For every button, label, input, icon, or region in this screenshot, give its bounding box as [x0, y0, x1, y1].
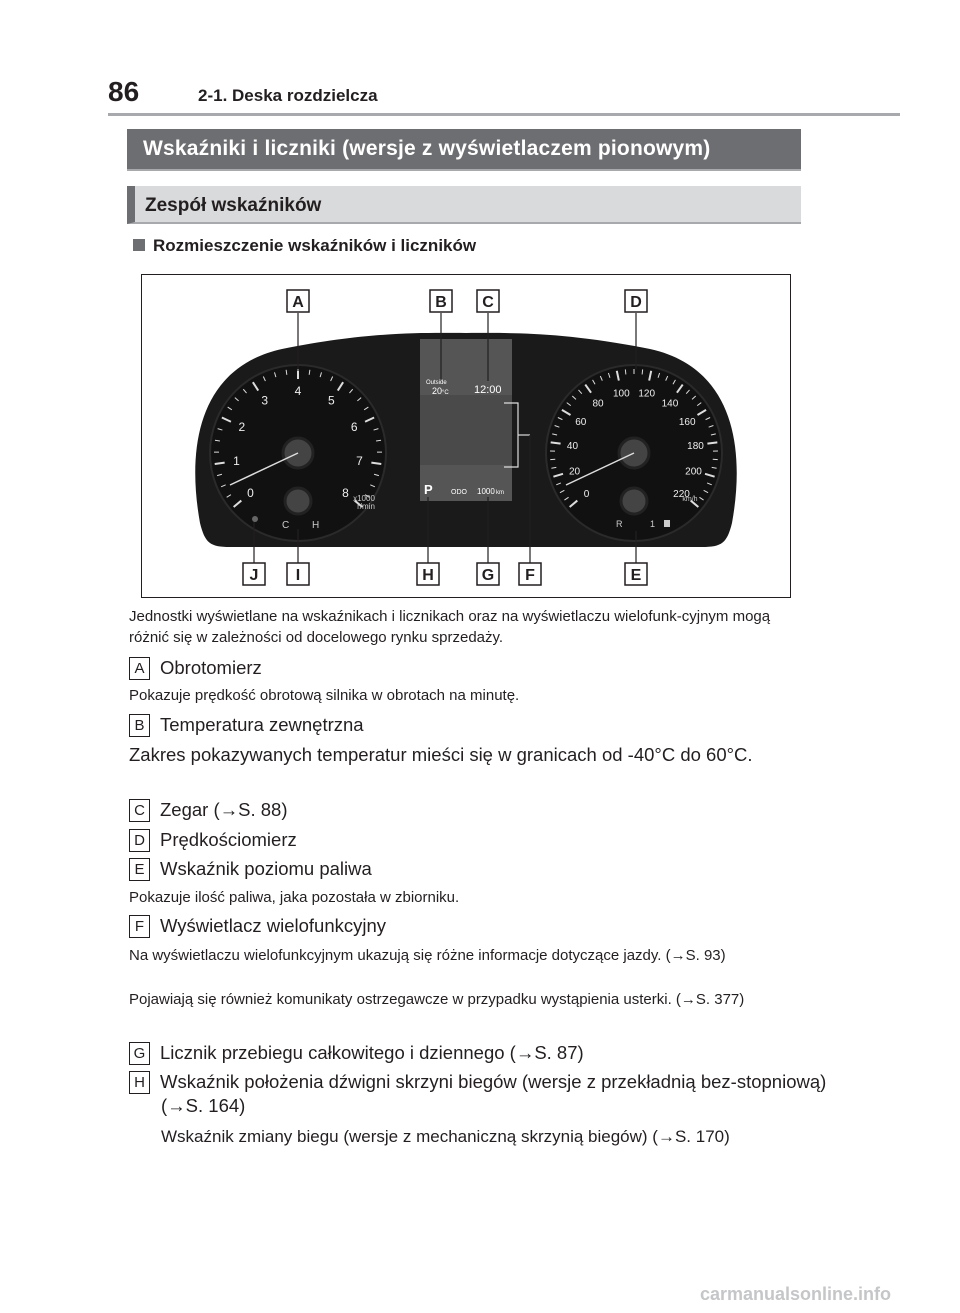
instrument-cluster-figure — [141, 274, 791, 598]
callout-f — [519, 563, 541, 585]
subheading-text: Rozmieszczenie wskaźników i liczników — [153, 236, 477, 255]
fuel-pump-icon — [664, 520, 670, 527]
callout-h — [417, 563, 439, 585]
callout-letter: F — [525, 567, 535, 584]
speed-tick — [707, 442, 717, 443]
callout-b — [430, 290, 452, 312]
callout-j — [243, 563, 265, 585]
badge-g: G — [129, 1042, 150, 1065]
speed-label: 200 — [685, 466, 702, 478]
speed-label: 160 — [678, 417, 696, 429]
speed-label: 120 — [638, 388, 656, 400]
callout-i — [287, 563, 309, 585]
callout-letter: D — [630, 294, 642, 311]
speed-label: 40 — [566, 441, 579, 453]
tach-unit-1: x1000 — [353, 494, 375, 503]
speed-label: 0 — [583, 488, 590, 500]
badge-e: E — [129, 858, 150, 881]
section-heading — [127, 129, 801, 171]
odo-unit: km — [496, 490, 504, 496]
badge-b: B — [129, 714, 150, 737]
fuel-full-label: 1 — [650, 519, 656, 529]
callout-letter: J — [249, 567, 259, 584]
callout-letter: C — [482, 294, 494, 311]
speed-label: 140 — [661, 398, 679, 410]
tach-label: 2 — [238, 419, 246, 434]
speed-tick — [625, 369, 626, 374]
item-c-title: Zegar (→S. 88) — [160, 799, 288, 820]
chapter-title: 2-1. Deska rozdzielcza — [198, 86, 378, 105]
tach-label: 1 — [233, 454, 240, 469]
page-number: 86 — [108, 76, 140, 107]
callout-letter: B — [435, 294, 447, 311]
badge-c: C — [129, 799, 150, 822]
mid-screen — [420, 395, 512, 465]
temp-cold-label: C — [282, 520, 290, 531]
speed-label: 20 — [568, 466, 581, 478]
callout-letter: A — [292, 294, 304, 311]
subsection-heading — [127, 186, 801, 224]
header-rule — [108, 113, 900, 116]
odo-value: 1000 — [477, 487, 495, 496]
item-h-desc: Wskaźnik zmiany biegu (wersje z mechaniczną skrzynią biegów) (→S. 170) — [161, 1127, 730, 1146]
item-b-title: Temperatura zewnętrzna — [160, 714, 364, 735]
callout-c — [477, 290, 499, 312]
callout-letter: E — [630, 567, 642, 584]
speed-label: 60 — [575, 417, 587, 429]
badge-f: F — [129, 915, 150, 938]
outside-temp: 20 — [432, 386, 443, 396]
tach-label: 4 — [294, 384, 302, 398]
fuel-empty-label: R — [616, 519, 623, 529]
callout-e — [625, 563, 647, 585]
tach-unit-2: r/min — [357, 502, 375, 511]
item-h — [129, 1070, 831, 1118]
speed-unit: km/h — [682, 496, 698, 503]
warning-lamp-icon — [252, 516, 258, 522]
callout-g — [477, 563, 499, 585]
item-b-desc: Zakres pokazywanych temperatur mieści się w granicach od -40°C do 60°C. — [129, 744, 753, 765]
badge-d: D — [129, 829, 150, 852]
outside-unit: °C — [442, 390, 449, 396]
subheading — [133, 236, 476, 256]
shift-indicator: P — [424, 482, 433, 497]
tach-label: 6 — [350, 419, 358, 434]
speed-label: 80 — [592, 398, 604, 410]
item-e-desc: Pokazuje ilość paliwa, jaka pozostała w zbiorniku. — [129, 889, 460, 906]
square-bullet-icon — [133, 239, 145, 251]
section-title: Wskaźniki i liczniki (wersje z wyświetlaczem pionowym) — [143, 137, 711, 160]
instrument-cluster-illustration — [142, 275, 790, 597]
item-a-desc: Pokazuje prędkość obrotową silnika w obrotach na minutę. — [129, 687, 520, 704]
item-g — [129, 1041, 584, 1065]
item-f-desc-2: Pojawiają się również komunikaty ostrzegawcze w przypadku wystąpienia usterki. (→S. 377) — [129, 991, 745, 1008]
speed-label: 220 — [673, 488, 690, 500]
item-g-title: Licznik przebiegu całkowitego i dziennego (→S. 87) — [160, 1042, 584, 1063]
speed-tick — [642, 369, 643, 374]
speed-label: 180 — [687, 441, 704, 453]
callout-letter: H — [422, 567, 434, 584]
item-c — [129, 798, 288, 822]
item-h-title: Wskaźnik położenia dźwigni skrzyni biegów (wersje z przekładnią bez-stopniową) (→S. 164) — [160, 1071, 827, 1116]
item-f-title: Wyświetlacz wielofunkcyjny — [160, 915, 387, 936]
callout-d — [625, 290, 647, 312]
clock-readout: 12:00 — [474, 384, 502, 396]
item-a — [129, 656, 262, 680]
tach-label: 5 — [327, 393, 335, 408]
tach-tick — [286, 370, 287, 375]
watermark-footer: carmanualsonline.info — [700, 1284, 892, 1304]
item-b — [129, 713, 364, 737]
badge-a: A — [129, 657, 150, 680]
tach-label: 3 — [261, 393, 269, 408]
badge-h: H — [129, 1071, 150, 1094]
temp-hub — [285, 488, 311, 514]
subsection-title: Zespół wskaźników — [145, 195, 322, 216]
callout-letter: I — [295, 567, 301, 584]
tach-label: 7 — [356, 454, 363, 469]
item-f — [129, 914, 386, 938]
item-a-title: Obrotomierz — [160, 657, 262, 678]
odo-mode: ODO — [451, 489, 467, 496]
tach-tick — [215, 463, 225, 464]
tach-tick — [309, 370, 310, 375]
speed-tick — [551, 442, 561, 443]
item-d — [129, 828, 297, 852]
item-e-title: Wskaźnik poziomu paliwa — [160, 858, 372, 879]
item-d-title: Prędkościomierz — [160, 829, 297, 850]
item-f-desc-1: Na wyświetlaczu wielofunkcyjnym ukazują się różne informacje dotyczące jazdy. (→S. 93) — [129, 947, 726, 964]
tach-label: 0 — [247, 485, 254, 500]
tach-tick — [371, 463, 381, 464]
tach-label: 8 — [342, 485, 349, 500]
outside-label: Outside — [426, 380, 447, 386]
callout-letter: G — [481, 567, 495, 584]
item-e — [129, 857, 372, 881]
callout-a — [287, 290, 309, 312]
units-note: Jednostki wyświetlane na wskaźnikach i licznikach oraz na wyświetlaczu wielofunk-cyjnym mogą różnić się w zależności od docelowego rynku sprzedaży. — [129, 608, 771, 646]
temp-hot-label: H — [312, 520, 320, 531]
fuel-hub — [621, 488, 647, 514]
speed-label: 100 — [612, 388, 630, 400]
